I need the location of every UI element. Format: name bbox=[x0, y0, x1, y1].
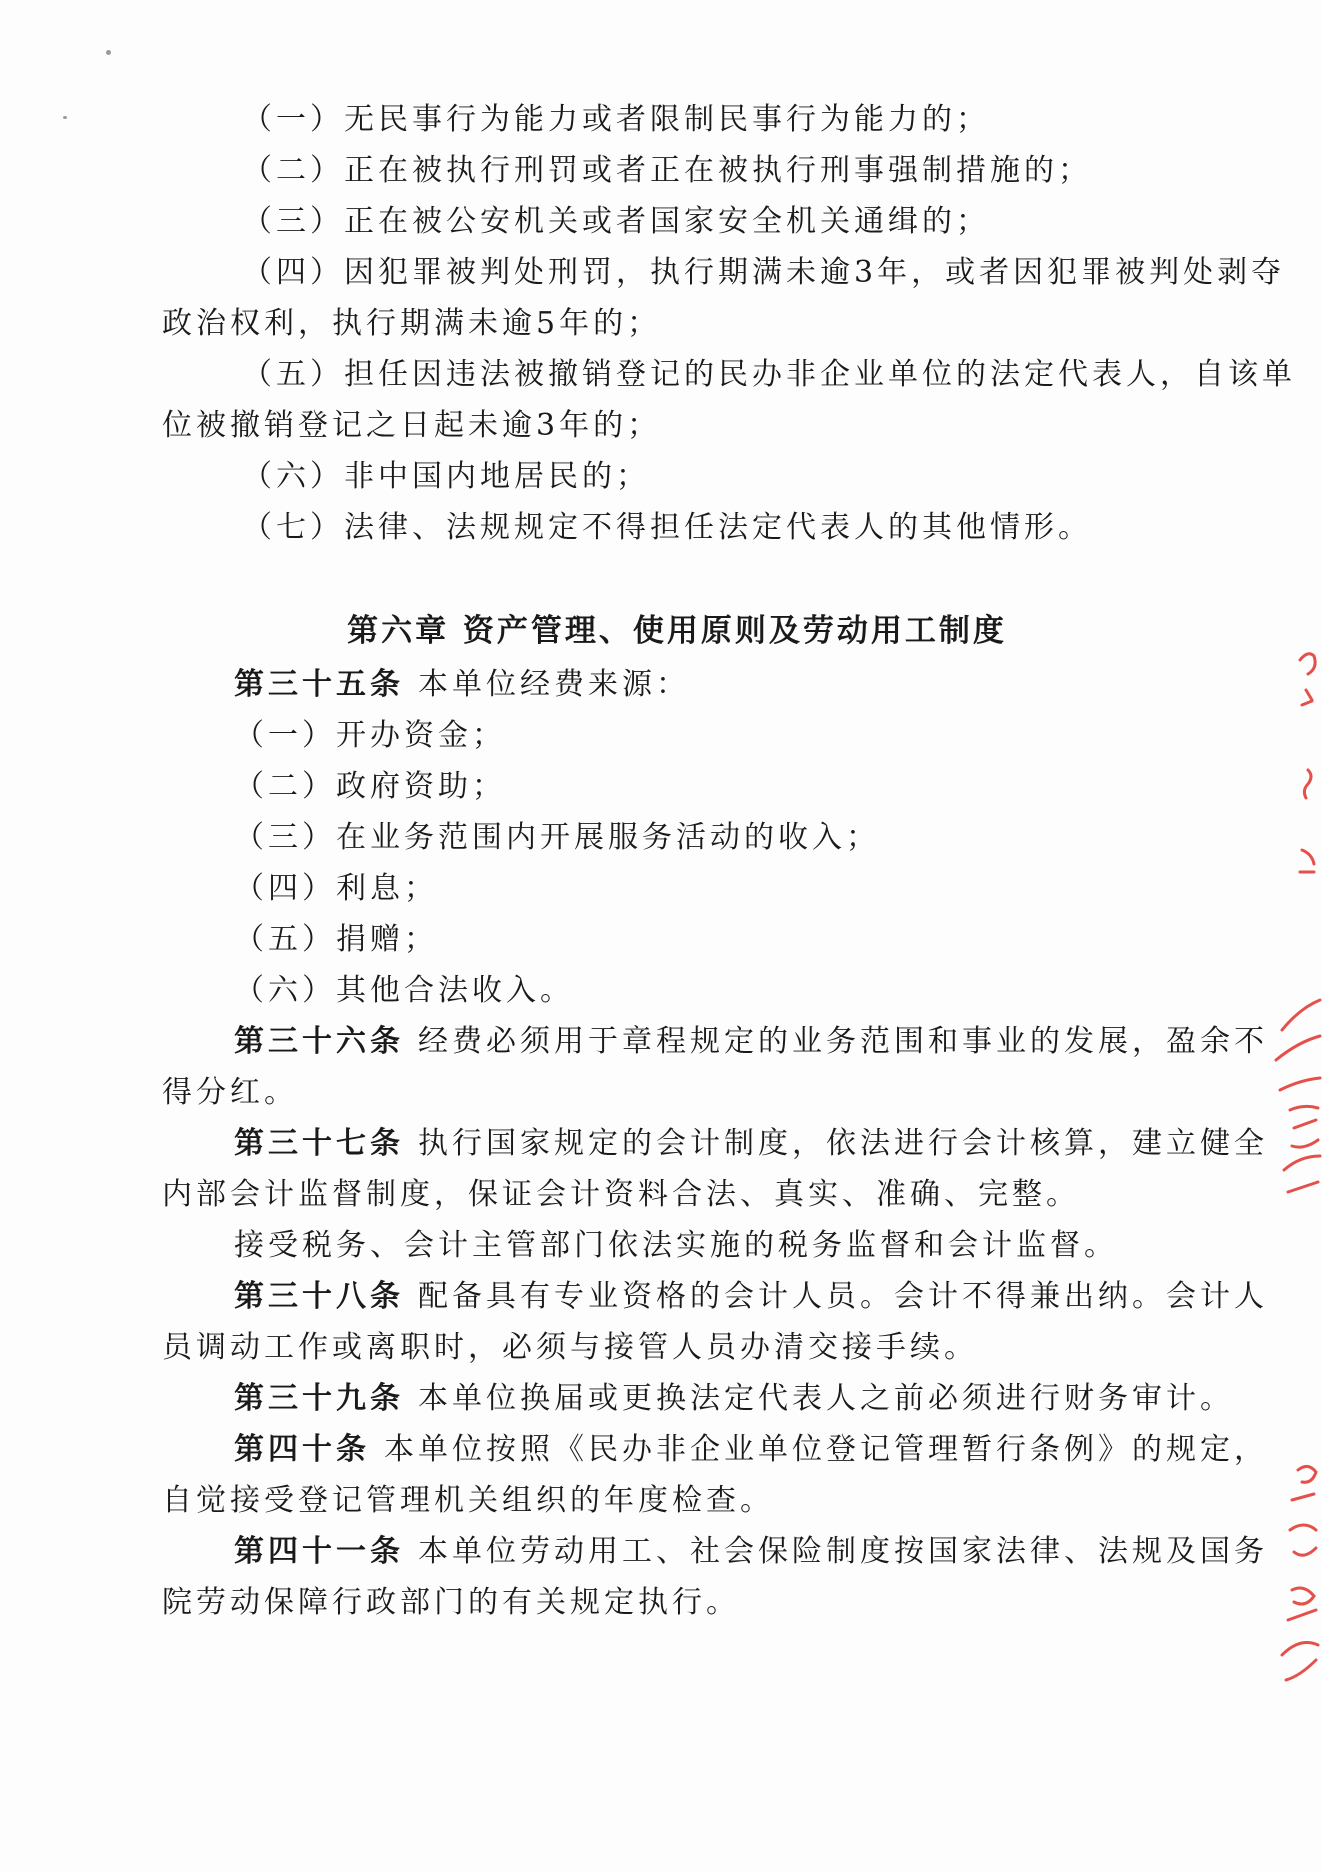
article-38 bbox=[162, 1271, 1268, 1322]
article-paragraph: 接受税务、会计主管部门依法实施的税务监督和会计监督。 bbox=[234, 1228, 1118, 1263]
article-continuation: 员调动工作或离职时，必须与接管人员办清交接手续。 bbox=[162, 1330, 978, 1365]
article-text: 本单位经费来源： bbox=[418, 667, 690, 702]
article-continuation: 内部会计监督制度，保证会计资料合法、真实、准确、完整。 bbox=[162, 1177, 1080, 1212]
list-item-continuation: 政治权利，执行期满未逾5年的； bbox=[162, 306, 662, 341]
list-item: （三）正在被公安机关或者国家安全机关通缉的； bbox=[242, 204, 990, 239]
article-number: 第三十九条 bbox=[234, 1381, 404, 1416]
article-number: 第四十一条 bbox=[234, 1534, 404, 1569]
article-text: 配备具有专业资格的会计人员。会计不得兼出纳。会计人 bbox=[418, 1279, 1268, 1314]
article-text: 经费必须用于章程规定的业务范围和事业的发展，盈余不 bbox=[418, 1024, 1268, 1059]
article-37 bbox=[162, 1118, 1268, 1169]
list-item: （二）正在被执行刑罚或者正在被执行刑事强制措施的； bbox=[242, 153, 1092, 188]
list-item: （六）非中国内地居民的； bbox=[242, 459, 650, 494]
article-continuation: 院劳动保障行政部门的有关规定执行。 bbox=[162, 1585, 740, 1620]
article-36 bbox=[162, 1016, 1268, 1067]
funding-item: （六）其他合法收入。 bbox=[234, 973, 574, 1008]
article-text: 执行国家规定的会计制度，依法进行会计核算，建立健全 bbox=[418, 1126, 1268, 1161]
funding-item: （二）政府资助； bbox=[234, 769, 506, 804]
list-item: （一）无民事行为能力或者限制民事行为能力的； bbox=[242, 102, 990, 137]
list-item-continuation: 位被撤销登记之日起未逾3年的； bbox=[162, 408, 662, 443]
article-text: 本单位按照《民办非企业单位登记管理暂行条例》的规定， bbox=[384, 1432, 1268, 1467]
scan-speck bbox=[106, 50, 111, 55]
funding-item: （五）捐赠； bbox=[234, 922, 438, 957]
funding-item: （三）在业务范围内开展服务活动的收入； bbox=[234, 820, 880, 855]
article-number: 第三十七条 bbox=[234, 1126, 404, 1161]
funding-item: （一）开办资金； bbox=[234, 718, 506, 753]
list-item: （五）担任因违法被撤销登记的民办非企业单位的法定代表人，自该单 bbox=[242, 357, 1296, 392]
article-number: 第三十八条 bbox=[234, 1279, 404, 1314]
funding-item: （四）利息； bbox=[234, 871, 438, 906]
document-body bbox=[162, 94, 1296, 1628]
article-continuation: 自觉接受登记管理机关组织的年度检查。 bbox=[162, 1483, 774, 1518]
article-40 bbox=[162, 1424, 1268, 1475]
article-41 bbox=[162, 1526, 1268, 1577]
list-item: （七）法律、法规规定不得担任法定代表人的其他情形。 bbox=[242, 510, 1092, 545]
chapter-heading: 第六章 资产管理、使用原则及劳动用工制度 bbox=[347, 613, 1007, 649]
article-number: 第四十条 bbox=[234, 1432, 370, 1467]
article-text: 本单位换届或更换法定代表人之前必须进行财务审计。 bbox=[418, 1381, 1234, 1416]
article-35 bbox=[162, 659, 1192, 710]
article-continuation: 得分红。 bbox=[162, 1075, 298, 1110]
article-text: 本单位劳动用工、社会保险制度按国家法律、法规及国务 bbox=[418, 1534, 1268, 1569]
article-number: 第三十五条 bbox=[234, 667, 404, 702]
scan-speck bbox=[63, 116, 67, 119]
article-39 bbox=[162, 1373, 1234, 1424]
article-number: 第三十六条 bbox=[234, 1024, 404, 1059]
list-item: （四）因犯罪被判处刑罚，执行期满未逾3年，或者因犯罪被判处剥夺 bbox=[242, 255, 1286, 290]
